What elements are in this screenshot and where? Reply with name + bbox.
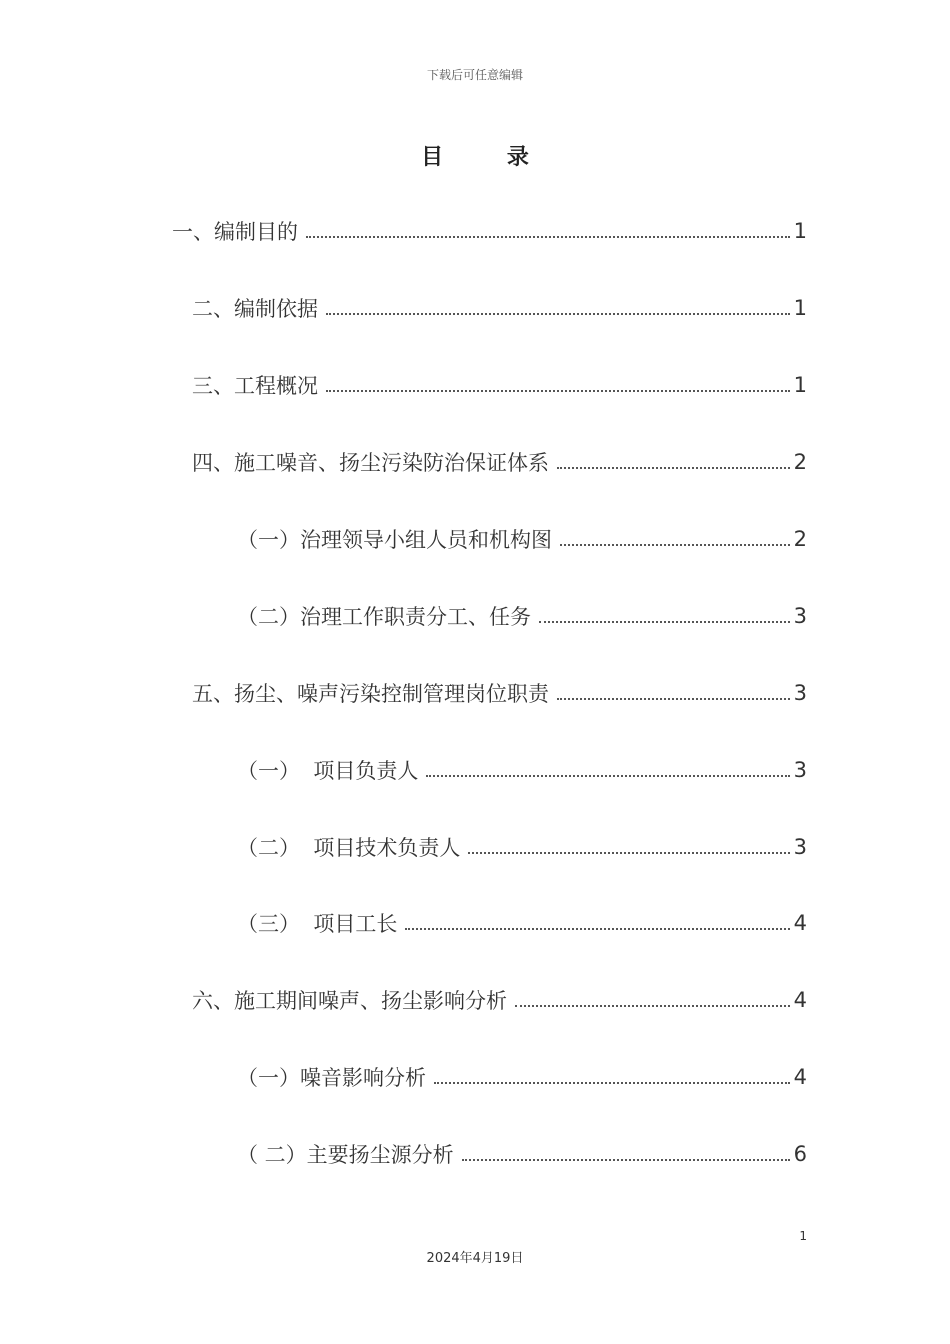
toc-entry-label: （一）噪音影响分析: [237, 1066, 426, 1090]
toc-entry[interactable]: [237, 524, 807, 554]
toc-leader-dots: [306, 236, 790, 238]
toc-leader-dots: [557, 467, 790, 469]
toc-leader-dots: [405, 928, 789, 930]
toc-entry[interactable]: [192, 447, 807, 477]
toc-entry[interactable]: [237, 832, 807, 862]
toc-leader-dots: [560, 544, 790, 546]
page-number: 1: [799, 1229, 807, 1243]
toc-entry-page: 2: [793, 527, 807, 551]
toc-entry-label: （一）治理领导小组人员和机构图: [237, 528, 552, 552]
toc-entry[interactable]: [192, 678, 807, 708]
toc-entry-page: 3: [793, 681, 807, 705]
toc-entry[interactable]: [192, 370, 807, 400]
toc-entry-page: 3: [793, 604, 807, 628]
toc-leader-dots: [326, 390, 790, 392]
toc-leader-dots: [557, 698, 790, 700]
toc-entry[interactable]: [172, 216, 807, 246]
toc-entry-label: 二、编制依据: [192, 297, 318, 321]
toc-entry-page: 4: [793, 1065, 807, 1089]
page-header-note: 下载后可任意编辑: [426, 68, 523, 82]
toc-entry-page: 1: [793, 373, 807, 397]
toc-entry[interactable]: [192, 293, 807, 323]
toc-entry[interactable]: [237, 601, 807, 631]
toc-entry-label: 一、编制目的: [172, 220, 298, 244]
toc-leader-dots: [426, 775, 789, 777]
toc-entry-label: （二） 项目技术负责人: [237, 836, 461, 860]
toc-leader-dots: [462, 1159, 790, 1161]
toc-leader-dots: [539, 621, 790, 623]
toc-entry-page: 1: [793, 219, 807, 243]
page-title: 目 录: [421, 145, 557, 170]
toc-entry-page: 1: [793, 296, 807, 320]
toc-entry[interactable]: [192, 985, 807, 1015]
toc-entry-label: （ 二）主要扬尘源分析: [237, 1143, 454, 1167]
toc-leader-dots: [515, 1005, 790, 1007]
toc-entry-label: 三、工程概况: [192, 374, 318, 398]
toc-entry-page: 3: [793, 758, 807, 782]
toc-entry-page: 2: [793, 450, 807, 474]
toc-entry-page: 6: [793, 1142, 807, 1166]
toc-entry-page: 3: [793, 835, 807, 859]
toc-leader-dots: [434, 1082, 790, 1084]
toc-entry-label: 六、施工期间噪声、扬尘影响分析: [192, 989, 507, 1013]
toc-entry-page: 4: [793, 911, 807, 935]
toc-entry-label: （二）治理工作职责分工、任务: [237, 605, 531, 629]
toc-entry-page: 4: [793, 988, 807, 1012]
toc-entry[interactable]: [237, 1139, 807, 1169]
toc-entry[interactable]: [237, 908, 807, 938]
toc-entry[interactable]: [237, 1062, 807, 1092]
toc-entry-label: （三） 项目工长: [237, 912, 398, 936]
toc-entry-label: 四、施工噪音、扬尘污染防治保证体系: [192, 451, 549, 475]
toc-entry-label: （一） 项目负责人: [237, 759, 419, 783]
toc-leader-dots: [326, 313, 790, 315]
toc-entry-label: 五、扬尘、噪声污染控制管理岗位职责: [192, 682, 549, 706]
toc-entry[interactable]: [237, 755, 807, 785]
toc-leader-dots: [468, 852, 789, 854]
page-footer-date: 2024年4月19日: [426, 1251, 524, 1266]
